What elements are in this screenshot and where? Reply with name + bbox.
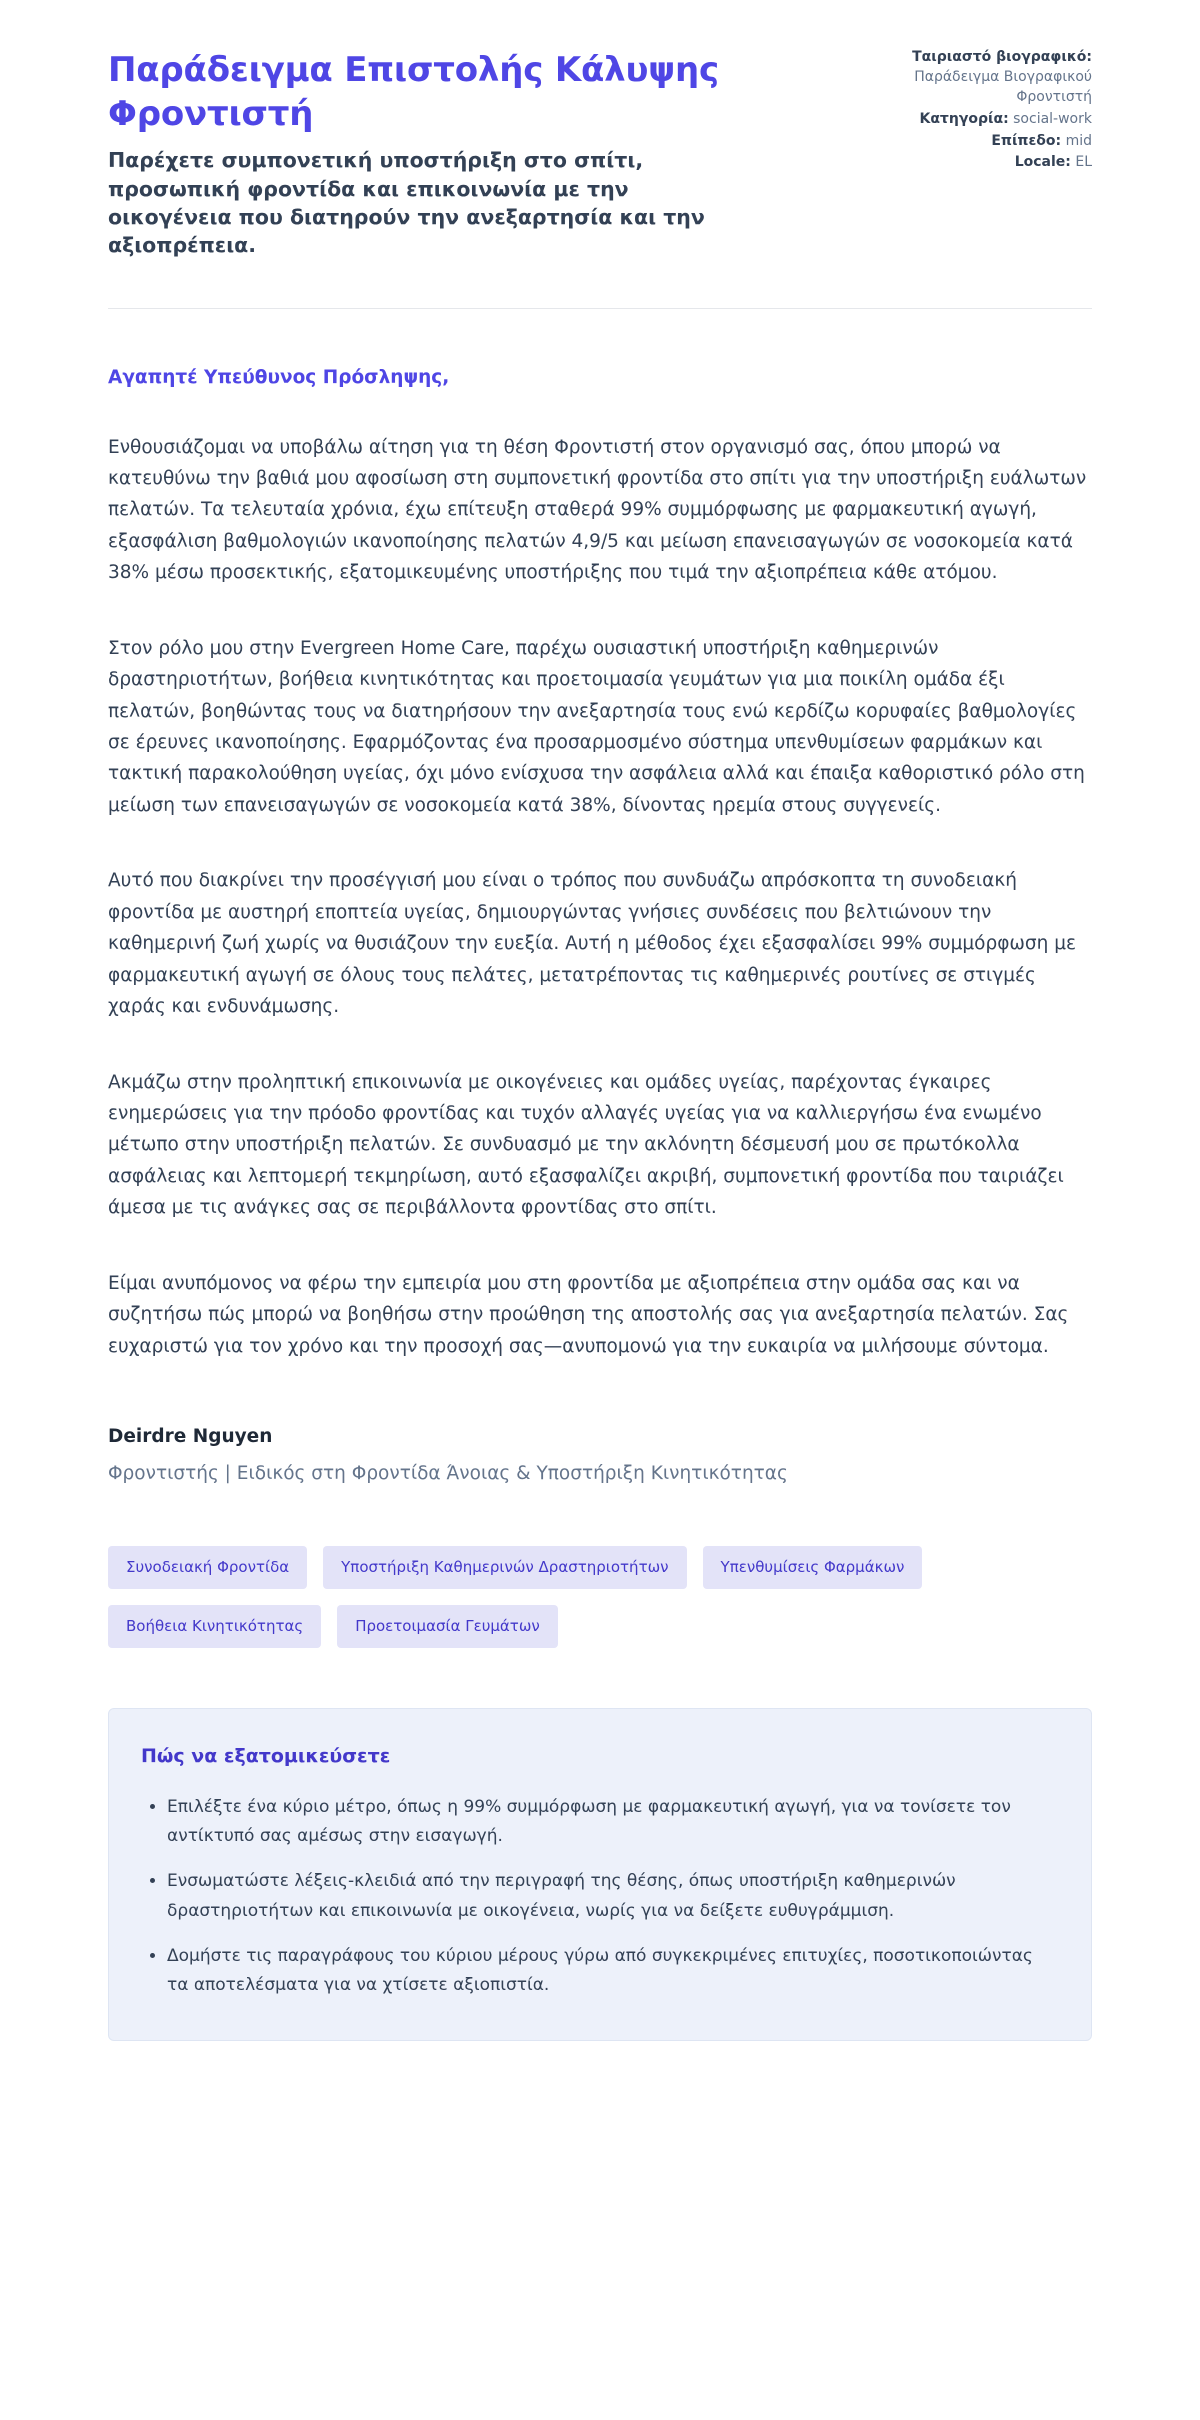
tag-chip[interactable]: Υποστήριξη Καθημερινών Δραστηριοτήτων xyxy=(323,1546,686,1589)
meta-value: Παράδειγμα Βιογραφικού Φροντιστή xyxy=(914,68,1092,105)
header-text-block xyxy=(108,48,733,260)
letter-paragraph: Στον ρόλο μου στην Evergreen Home Care, παρέχω ουσιαστική υποστήριξη καθημερινών δραστηριοτήτων, βοήθεια κινητικότητας και προετοιμασία γευμάτων για μια ποικίλη ομάδα έξι πελατών, βοηθώντας τους να διατηρήσουν την ανεξαρτησία τους ενώ κερδίζω κορυφαίες βαθμολογίες σε έρευνες ικανοποίησης. Εφαρμόζοντας ένα προσαρμοσμένο σύστημα υπενθυμίσεων φαρμάκων και τακτική παρακολούθηση υγείας, όχι μόνο ενίσχυσα την ασφάλεια αλλά και έπαιξα καθοριστικό ρόλο στη μείωση των επανεισαγωγών σε νοσοκομεία κατά 38%, δίνοντας ηρεμία στους συγγενείς. xyxy=(108,637,1085,816)
divider xyxy=(108,308,1092,309)
meta-row-level xyxy=(884,132,1092,152)
tag-chip[interactable]: Συνοδειακή Φροντίδα xyxy=(108,1546,307,1589)
cover-letter-body xyxy=(108,367,1092,1485)
tag-chip[interactable]: Βοήθεια Κινητικότητας xyxy=(108,1605,321,1648)
letter-paragraph: Αυτό που διακρίνει την προσέγγισή μου είναι ο τρόπος που συνδυάζω απρόσκοπτα τη συνοδειακή φροντίδα με αυστηρή εποπτεία υγείας, δημιουργώντας γνήσιες συνδέσεις που βελτιώνουν την καθημερινή ζωή χωρίς να θυσιάζουν την ευεξία. Αυτή η μέθοδος έχει εξασφαλίσει 99% συμμόρφωση με φαρμακευτική αγωγή σε όλους τους πελάτες, μετατρέποντας τις καθημερινές ρουτίνες σε στιγμές χαράς και ενδυνάμωσης. xyxy=(108,870,1077,1018)
meta-value: mid xyxy=(1065,132,1092,149)
tips-item: • Επιλέξτε ένα κύριο μέτρο, όπως η 99% συμμόρφωση με φαρμακευτική αγωγή, για να τονίσετε τον αντίκτυπό σας αμέσως στην εισαγωγή. xyxy=(167,1793,1051,1851)
meta-label: Ταιριαστό βιογραφικό: xyxy=(912,49,1092,65)
tips-item: • Ενσωματώστε λέξεις-κλειδιά από την περιγραφή της θέσης, όπως υποστήριξη καθημερινών δραστηριοτήτων και επικοινωνία με οικογένεια, νωρίς για να δείξετε ευθυγράμμιση. xyxy=(167,1867,1051,1925)
meta-row-locale xyxy=(884,153,1092,173)
tag-list xyxy=(108,1546,1092,1648)
page-subtitle: Παρέχετε συμπονετική υποστήριξη στο σπίτι, προσωπική φροντίδα και επικοινωνία με την οικογένεια που διατηρούν την ανεξαρτησία και την αξιοπρέπεια. xyxy=(108,148,705,258)
page-title: Παράδειγμα Επιστολής Κάλυψης Φροντιστή xyxy=(108,50,719,135)
tag-chip[interactable]: Υπενθυμίσεις Φαρμάκων xyxy=(703,1546,923,1589)
meta-value: social-work xyxy=(1013,110,1092,127)
tips-list xyxy=(141,1793,1051,2000)
tips-item: • Δομήστε τις παραγράφους του κύριου μέρους γύρω από συγκεκριμένες επιτυχίες, ποσοτικοποιώντας τα αποτελέσματα για να χτίσετε αξιοπιστία. xyxy=(167,1942,1051,2000)
meta-row-category xyxy=(884,110,1092,130)
tips-title: Πώς να εξατομικεύσετε xyxy=(141,1745,391,1767)
meta-panel xyxy=(884,48,1092,175)
signature-name: Deirdre Nguyen xyxy=(108,1426,273,1447)
page xyxy=(108,0,1092,2109)
meta-label: Κατηγορία: xyxy=(919,110,1009,127)
meta-label: Locale: xyxy=(1014,154,1071,171)
meta-value: EL xyxy=(1075,154,1092,171)
tips-box xyxy=(108,1708,1092,2041)
meta-label: Επίπεδο: xyxy=(991,132,1062,149)
letter-paragraph: Είμαι ανυπόμονος να φέρω την εμπειρία μου στη φροντίδα με αξιοπρέπεια στην ομάδα σας και να συζητήσω πώς μπορώ να βοηθήσω στην προώθηση της αποστολής σας για ανεξαρτησία πελατών. Σας ευχαριστώ για τον χρόνο και την προσοχή σας—ανυπομονώ για την ευκαιρία να μιλήσουμε σύντομα. xyxy=(108,1272,1069,1357)
tag-chip[interactable]: Προετοιμασία Γευμάτων xyxy=(337,1605,558,1648)
letter-greeting: Αγαπητέ Υπεύθυνος Πρόσληψης, xyxy=(108,366,450,388)
letter-paragraph: Ενθουσιάζομαι να υποβάλω αίτηση για τη θέση Φροντιστή στον οργανισμό σας, όπου μπορώ να κατευθύνω την βαθιά μου αφοσίωση στη συμπονετική φροντίδα στο σπίτι για την υποστήριξη ευάλωτων πελατών. Τα τελευταία χρόνια, έχω επίτευξη σταθερά 99% συμμόρφωσης με φαρμακευτική αγωγή, εξασφάλιση βαθμολογιών ικανοποίησης πελατών 4,9/5 και μείωση επανεισαγωγών σε νοσοκομεία κατά 38% μέσω προσεκτικής, εξατομικευμένης υποστήριξης που τιμά την αξιοπρέπεια κάθε ατόμου. xyxy=(108,436,1087,584)
letter-paragraph: Ακμάζω στην προληπτική επικοινωνία με οικογένειες και ομάδες υγείας, παρέχοντας έγκαιρες ενημερώσεις για την πρόοδο φροντίδας και τυχόν αλλαγές υγείας για να καλλιεργήσω ένα ενωμένο μέτωπο στην υποστήριξη πελατών. Σε συνδυασμό με την ακλόνητη δέσμευσή μου σε πρωτόκολλα ασφάλειας και λεπτομερή τεκμηρίωση, αυτό εξασφαλίζει ακριβή, συμπονετική φροντίδα που ταιριάζει άμεσα με τις ανάγκες σας σε περιβάλλοντα φροντίδας στο σπίτι. xyxy=(108,1071,1064,1219)
header xyxy=(108,48,1092,260)
signature-role: Φροντιστής | Ειδικός στη Φροντίδα Άνοιας & Υποστήριξη Κινητικότητας xyxy=(108,1463,788,1484)
meta-row-matching-resume xyxy=(884,48,1092,108)
